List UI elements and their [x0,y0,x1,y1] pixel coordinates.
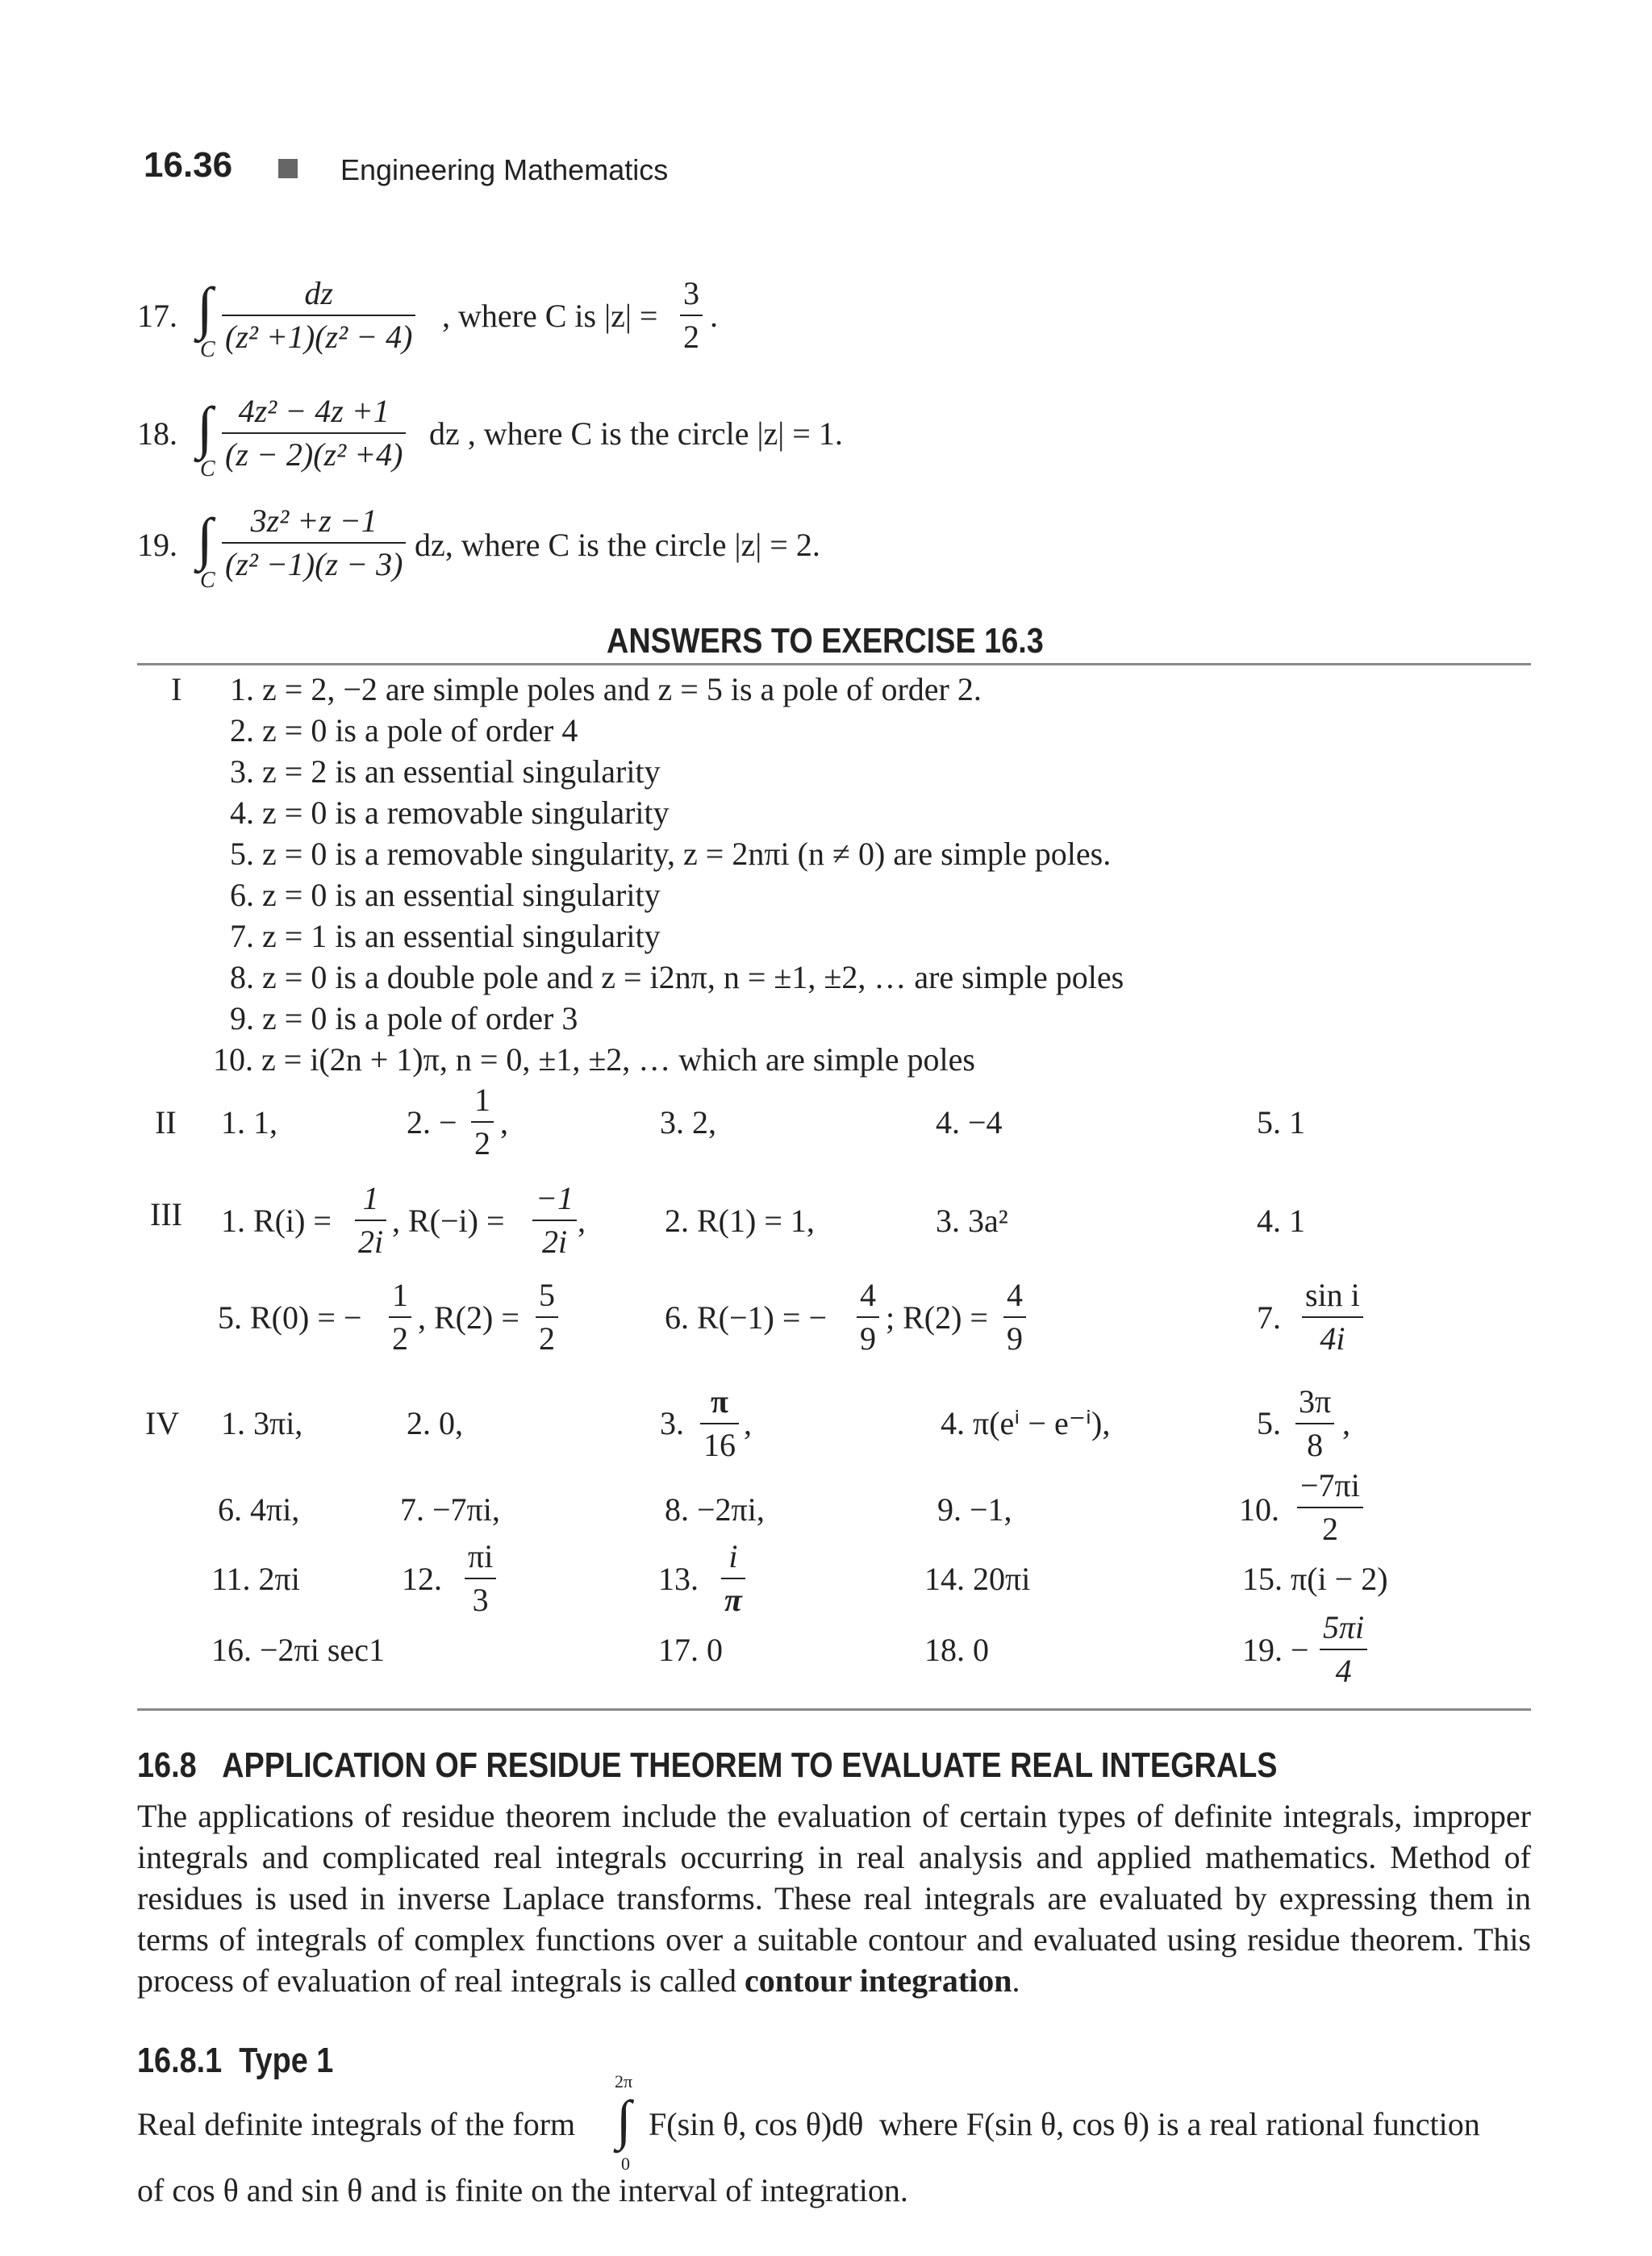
denominator: 4 [1320,1649,1367,1687]
denominator: 2i [355,1220,386,1258]
numerator: dz [304,275,333,311]
integrand-fraction [222,395,406,471]
numerator: 5πi [1323,1609,1365,1645]
answer-item: 4. z = 0 is a removable singularity [230,794,670,831]
denominator: 3 [465,1578,496,1616]
section-label: II [155,1104,177,1141]
denominator: 8 [1295,1423,1334,1462]
answer-fraction [857,1279,879,1355]
numerator: −1 [536,1180,574,1216]
answer-item: 2. R(1) = 1, [665,1203,815,1239]
numerator: πi [468,1538,494,1574]
denominator: 9 [1003,1316,1026,1355]
subsection-heading [137,2041,333,2081]
answer-item: ; R(2) = [886,1299,988,1336]
answer-item: 3. z = 2 is an essential singularity [230,753,661,790]
answer-item: 5. [1257,1405,1281,1441]
answer-item: 10. z = i(2n + 1)π, n = 0, ±1, ±2, … which are simple poles [213,1041,975,1078]
integrand-fraction [222,502,406,582]
denominator: 2 [536,1316,558,1355]
answer-item: 3. 3a² [936,1203,1008,1239]
type1-lead-text: Real definite integrals of the form [137,2106,576,2142]
integral-sign-icon: ∫ [197,395,213,460]
denominator: π [721,1578,745,1616]
numerator: 1 [392,1277,408,1313]
answer-item: 1. 1, [221,1104,277,1141]
answer-item: 18. 0 [924,1632,989,1668]
numerator: −7πi [1300,1467,1360,1503]
contour-subscript: C [200,568,215,593]
radius-fraction [680,277,703,353]
answer-item: 8. z = 0 is a double pole and z = i2nπ, n = ±1, ±2, … are simple poles [230,959,1124,995]
answer-item: 15. π(i − 2) [1242,1561,1388,1597]
answer-item: 2. 0, [407,1405,463,1441]
answer-item: 4. 1 [1257,1203,1305,1239]
answer-item: 7. [1257,1299,1281,1336]
integral-sign-icon: ∫ [197,507,213,571]
top-rule [137,663,1531,665]
answer-item: 5. 1 [1257,1104,1305,1141]
answer-item: 1. z = 2, −2 are simple poles and z = 5 is a pole of order 2. [230,671,982,707]
answer-item: 14. 20πi [924,1561,1031,1597]
answer-fraction [389,1279,411,1355]
comma: , [578,1203,586,1239]
comma: , [744,1405,752,1441]
answer-item: 13. [658,1561,699,1597]
period: . [710,298,718,334]
lower-limit: 0 [621,2154,630,2174]
bold-term: contour integration [745,1962,1012,1999]
answers-heading: ANSWERS TO EXERCISE 16.3 [607,621,1044,661]
answer-fraction [465,1538,496,1618]
numerator: i [728,1538,738,1574]
answer-item: 11. 2πi [211,1561,300,1597]
answer-item: 9. z = 0 is a pole of order 3 [230,1000,578,1036]
denominator: 4i [1302,1316,1363,1355]
type1-description: where F(sin θ, cos θ) is a real rational function [879,2106,1480,2142]
numerator: 1 [474,1082,490,1118]
book-title: Engineering Mathematics [340,153,669,186]
comma: , [1342,1405,1350,1441]
answer-fraction [721,1538,745,1618]
denominator: 9 [857,1316,879,1355]
answer-item: 3. [660,1405,684,1441]
answer-item: 7. −7πi, [400,1491,500,1528]
answer-item: 6. z = 0 is an essential singularity [230,877,661,913]
integral-sign-icon: ∫ [197,276,213,340]
denominator: 2 [1297,1507,1363,1545]
section-label: IV [145,1405,180,1441]
page-number: 16.36 [144,145,233,185]
contour-subscript: C [200,337,215,362]
answer-fraction [532,1182,577,1258]
numerator: 3 [683,275,699,311]
answer-item: 8. −2πi, [665,1491,765,1528]
answer-item: 2. z = 0 is a pole of order 4 [230,712,578,749]
answer-item: 6. 4πi, [218,1491,300,1528]
problem-condition: dz , where C is the circle |z| = 1. [429,415,843,452]
problem-number: 18. [137,415,177,452]
comma: , [500,1104,508,1141]
answer-item: 9. −1, [937,1491,1012,1528]
answer-fraction [536,1279,558,1355]
integrand-fraction [222,277,415,353]
numerator: 4 [860,1277,876,1313]
denominator: (z − 2)(z² +4) [222,432,406,471]
period: . [1012,1962,1020,1999]
paragraph-text: The applications of residue theorem include the evaluation of certain types of definite integrals, improper integrals and complicated real integrals occurring in real analysis and applied mathematics. Method of residues is used in inverse Laplace transforms. These real integrals are evaluated by expressing them in terms of integrals of complex functions over a suitable contour and evaluated using residue theorem. This process of evaluation of real integrals is called [137,1798,1531,1999]
answer-item: 2. − [407,1104,457,1141]
section-heading [137,1745,1278,1786]
answer-item: 19. − [1242,1632,1309,1668]
problem-condition: dz, where C is the circle |z| = 2. [415,527,820,563]
section-paragraph [137,1795,1531,2001]
denominator: 2 [389,1316,411,1355]
answer-item: , R(2) = [418,1299,519,1336]
numerator: 3π [1299,1383,1332,1420]
numerator: 5 [539,1277,555,1313]
problem-number: 19. [137,527,177,563]
answer-fraction [1003,1279,1026,1355]
answer-fraction [471,1084,494,1160]
contour-subscript: C [200,457,215,482]
section-title: APPLICATION OF RESIDUE THEOREM TO EVALUATE REAL INTEGRALS [222,1745,1278,1785]
answer-item: 1. R(i) = [221,1203,332,1239]
answer-item: 6. R(−1) = − [665,1299,827,1336]
denominator: 2i [532,1220,577,1258]
answer-item: , R(−i) = [392,1203,505,1239]
denominator: 16 [700,1423,739,1462]
denominator: (z² −1)(z − 3) [222,542,406,581]
upper-limit: 2π [615,2071,633,2091]
answer-fraction [1297,1467,1363,1547]
answer-item: 5. R(0) = − [218,1299,362,1336]
answer-fraction [1302,1279,1363,1355]
subsection-number: 16.8.1 [137,2041,223,2080]
integrand: F(sin θ, cos θ)dθ [649,2106,864,2142]
bottom-rule [137,1708,1531,1711]
answer-fraction [700,1383,739,1463]
answer-fraction [1295,1383,1334,1463]
denominator: 2 [471,1121,494,1160]
answer-fraction [1320,1609,1367,1689]
numerator: sin i [1305,1277,1360,1313]
section-label: III [150,1196,182,1232]
denominator: (z² +1)(z² − 4) [222,315,415,353]
answer-item: 7. z = 1 is an essential singularity [230,918,661,954]
numerator: 1 [362,1180,379,1216]
section-number: 16.8 [137,1745,197,1785]
numerator: 4z² − 4z +1 [238,393,390,429]
problem-number: 17. [137,298,177,334]
type1-continuation: of cos θ and sin θ and is finite on the interval of integration. [137,2172,908,2208]
problem-condition: , where C is |z| = [442,298,658,334]
answer-item: 17. 0 [658,1632,723,1668]
answer-item: 1. 3πi, [221,1405,303,1441]
answer-item: 3. 2, [660,1104,716,1141]
subsection-title: Type 1 [239,2041,334,2080]
answer-item: 4. π(eⁱ − e⁻ⁱ), [941,1405,1111,1441]
answer-item: 5. z = 0 is a removable singularity, z = 2nπi (n ≠ 0) are simple poles. [230,836,1112,872]
answer-item: 16. −2πi sec1 [211,1632,385,1668]
numerator: 4 [1007,1277,1023,1313]
header-square-icon [278,159,298,178]
numerator: 3z² +z −1 [250,502,378,539]
numerator: π [711,1383,728,1420]
answer-item: 12. [402,1561,442,1597]
denominator: 2 [680,315,703,353]
answer-item: 4. −4 [936,1104,1003,1141]
section-label: I [171,671,182,707]
answer-fraction [355,1182,386,1258]
answer-item: 10. [1239,1491,1279,1528]
integral-sign-icon: ∫ [616,2089,632,2150]
